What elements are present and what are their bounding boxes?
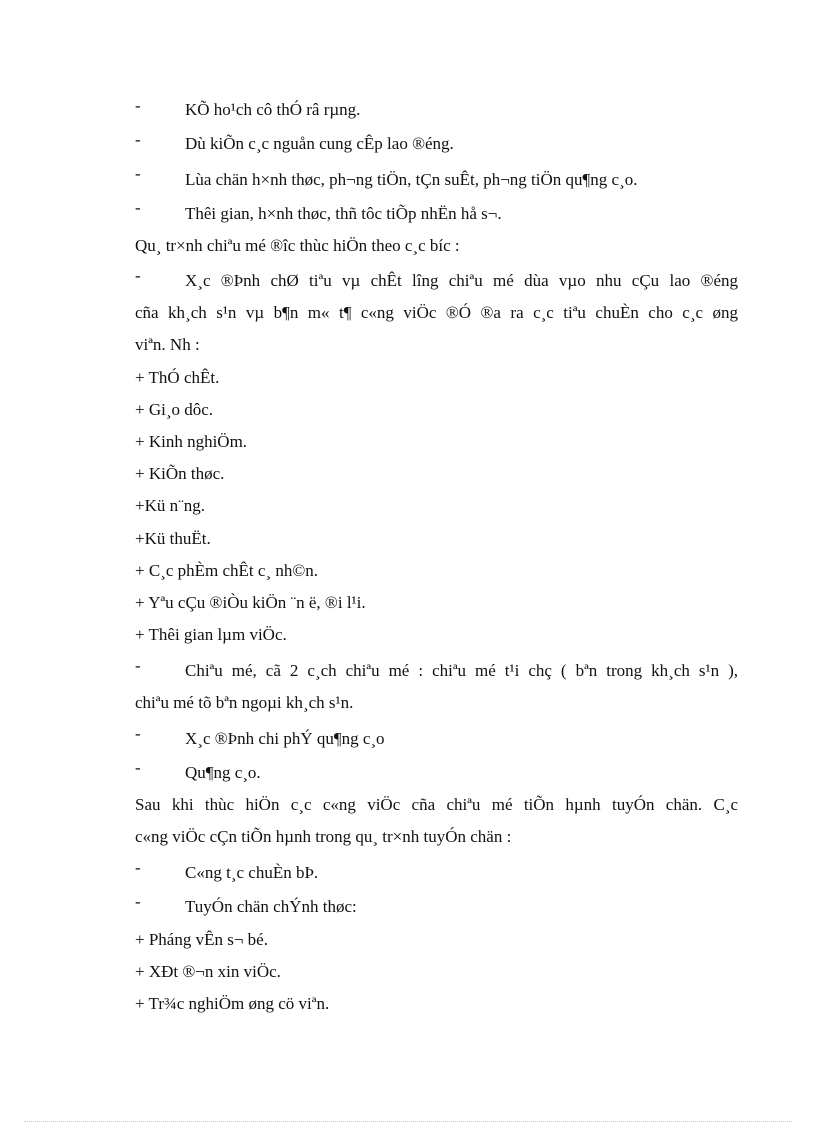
list-item: Lùa chän h×nh thøc, ph¬ng tiÖn, tÇn suÊt, ph¬ng tiÖn qu¶ng c¸o. [185, 170, 638, 189]
plus-item: + Kinh nghiÖm. [135, 432, 248, 451]
plus-item: +Kü thuËt. [135, 529, 211, 548]
bullet-dash: - [135, 758, 141, 777]
list-item-line: viªn. Nh : [135, 335, 200, 354]
list-item: Thêi gian, h×nh thøc, thñ tôc tiÕp nhËn hå s¬. [185, 204, 502, 223]
plus-item: + ThÓ chÊt. [135, 368, 220, 387]
paragraph-line: c«ng viÖc cÇn tiÕn hµnh trong qu¸ tr×nh tuyÓn chän : [135, 827, 512, 846]
plus-item: + Pháng vÊn s¬ bé. [135, 930, 268, 949]
plus-item: +Kü n¨ng. [135, 496, 206, 515]
plus-item: + Gi¸o dôc. [135, 400, 214, 419]
plus-item: + XÐt ®¬n xin viÖc. [135, 962, 281, 981]
list-item: X¸c ®Þnh chi phÝ qu¶ng c¸o [185, 729, 385, 748]
list-item: TuyÓn chän chÝnh thøc: [185, 897, 357, 916]
plus-item: + Thêi gian lµm viÖc. [135, 625, 287, 644]
bullet-dash: - [135, 198, 141, 217]
plus-item: + C¸c phÈm chÊt c¸ nh©n. [135, 561, 319, 580]
paragraph: Qu¸ tr×nh chiªu mé ®îc thùc hiÖn theo c¸c bíc : [135, 236, 460, 255]
list-item: Qu¶ng c¸o. [185, 763, 261, 782]
list-item: Dù kiÕn c¸c nguån cung cÊp lao ®éng. [185, 134, 454, 153]
bullet-dash: - [135, 164, 141, 183]
list-item: C«ng t¸c chuÈn bÞ. [185, 863, 319, 882]
bullet-dash: - [135, 858, 141, 877]
bullet-dash: - [135, 96, 141, 115]
list-item: KÕ ho¹ch cô thÓ râ rµng. [185, 100, 361, 119]
list-item-line: cña kh¸ch s¹n vµ b¶n m« t¶ c«ng viÖc ®Ó ®a ra c¸c tiªu chuÈn cho c¸c øng [135, 303, 738, 322]
bullet-dash: - [135, 892, 141, 911]
plus-item: + Tr¾c nghiÖm øng cö viªn. [135, 994, 330, 1013]
list-item-line: chiªu mé tõ bªn ngoµi kh¸ch s¹n. [135, 693, 354, 712]
bullet-dash: - [135, 724, 141, 743]
list-item-line: X¸c ®Þnh chØ tiªu vµ chÊt lîng chiªu mé dùa vµo nhu cÇu lao ®éng [185, 271, 738, 290]
plus-item: + KiÕn thøc. [135, 464, 225, 483]
page-bottom-border [24, 1121, 792, 1122]
bullet-dash: - [135, 130, 141, 149]
bullet-dash: - [135, 266, 141, 285]
plus-item: + Yªu cÇu ®iÒu kiÖn ¨n ë, ®i l¹i. [135, 593, 366, 612]
bullet-dash: - [135, 656, 141, 675]
list-item-line: Chiªu mé, cã 2 c¸ch chiªu mé : chiªu mé t¹i chç ( bªn trong kh¸ch s¹n ), [185, 661, 738, 680]
paragraph-line: Sau khi thùc hiÖn c¸c c«ng viÖc cña chiªu mé tiÕn hµnh tuyÓn chän. C¸c [135, 795, 738, 814]
